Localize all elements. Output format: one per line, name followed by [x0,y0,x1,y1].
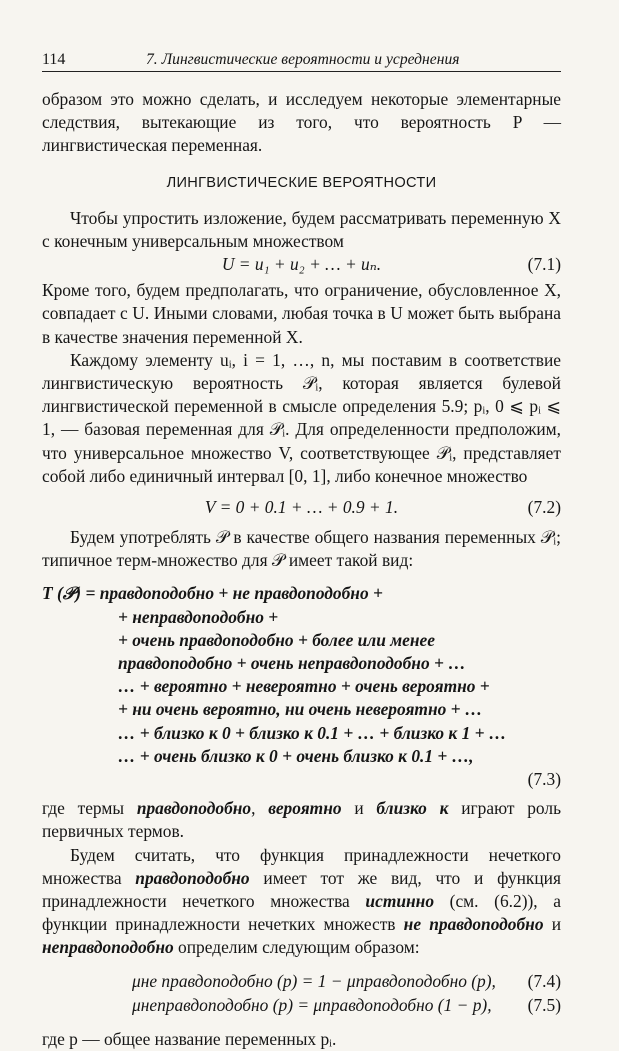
paragraph-8: где p — общее название переменных pᵢ. [42,1028,337,1049]
running-header [42,48,561,72]
text-run: Будем считать, что функция принадлежности нечеткого множества [42,844,561,888]
equation-7-2 [42,496,561,522]
paragraph-5: Будем употреблять 𝒫 в качестве общего названия переменных 𝒫ᵢ; типичное терм-множество для 𝒫 имеет такой вид: [42,527,561,571]
page-number: 114 [42,51,66,68]
equation-number: (7.3) [527,768,561,789]
term-bold: правдоподобно [135,867,250,888]
term-bold: не правдоподобно [403,914,544,935]
text-run: и [543,914,562,935]
running-title: 7. Лингвистические вероятности и усреднения [146,51,460,68]
equation-formula: V = 0 + 0.1 + … + 0.9 + 1. [204,497,399,518]
text-run: играют роль первичных термов. [42,798,561,842]
paragraph-2: Чтобы упростить изложение, будем рассматривать переменную X с конечным универсальным множеством [42,207,561,252]
equation-7-3 [42,582,561,791]
term-line: … + близко к 0 + близко к 0.1 + … + близко к 1 + … [118,722,507,743]
header-rule [42,71,561,72]
equation-7-1 [42,253,561,279]
equation-formula: μне правдоподобно (p) = 1 − μправдоподобно (p), [132,970,496,991]
term-bold: неправдоподобно [42,937,174,958]
equation-7-5 [42,994,561,1018]
paragraph-3: Кроме того, будем предполагать, что ограничение, обусловленное X, совпадает с U. Иными словами, любая точка в U может быть выбрана в качестве значения переменной X. [42,280,561,347]
equation-number: (7.4) [527,970,561,991]
term-bold: правдоподобно [136,798,252,819]
term-bold: истинно [365,890,435,911]
paragraph-4: Каждому элементу uᵢ, i = 1, …, n, мы поставим в соответствие лингвистическую вероятность 𝒫ᵢ, которая является булевой лингвистической переменной в смысле определения 5.9; pᵢ, 0 ⩽ pᵢ ⩽ 1, — базовая переменная для 𝒫ᵢ. Для определенности предположим, что универсальное множество V, соответствующее 𝒫ᵢ, представляет собой либо единичный интервал [0, 1], либо конечное множество [42,349,561,486]
equation-number: (7.5) [527,994,561,1015]
text-run: имеет тот же вид, что и функция принадлежности нечеткого множества [42,867,561,911]
section-title: ЛИНГВИСТИЧЕСКИЕ ВЕРОЯТНОСТИ [166,174,437,191]
text-run: где термы [42,798,137,819]
term-line: + очень правдоподобно + более или менее [118,629,435,650]
text-run: и [341,798,377,819]
term-line: + ни очень вероятно, ни очень невероятно + … [118,699,483,720]
equation-formula: U = u₁ + u₂ + … + uₙ. [221,254,382,275]
equation-number: (7.1) [527,254,561,275]
term-line: … + вероятно + невероятно + очень вероятно + [118,676,490,697]
term-line: + неправдоподобно + [118,606,279,627]
paragraph-1: образом это можно сделать, и исследуем некоторые элементарные следствия, вытекающие из того, что вероятность P — лингвистическая переменная. [42,89,561,156]
body-text [42,88,561,1051]
equation-formula: μнеправдоподобно (p) = μправдоподобно (1 − p), [132,994,492,1015]
term-bold: близко к [376,798,449,819]
equation-number: (7.2) [527,497,561,518]
text-run: определим следующим образом: [173,937,420,958]
text-run: , [251,798,269,819]
text-run: (см. (6.2)), а функции принадлежности нечетких множеств [42,890,561,935]
paragraph-6 [42,797,561,843]
term-bold: вероятно [268,798,342,819]
term-line: правдоподобно + очень неправдоподобно + … [118,653,466,674]
term-line: … + очень близко к 0 + очень близко к 0.1 + …, [118,745,474,766]
paragraph-7 [42,844,561,960]
term-line: T (𝒫) = правдоподобно + не правдоподобно + [42,583,383,604]
